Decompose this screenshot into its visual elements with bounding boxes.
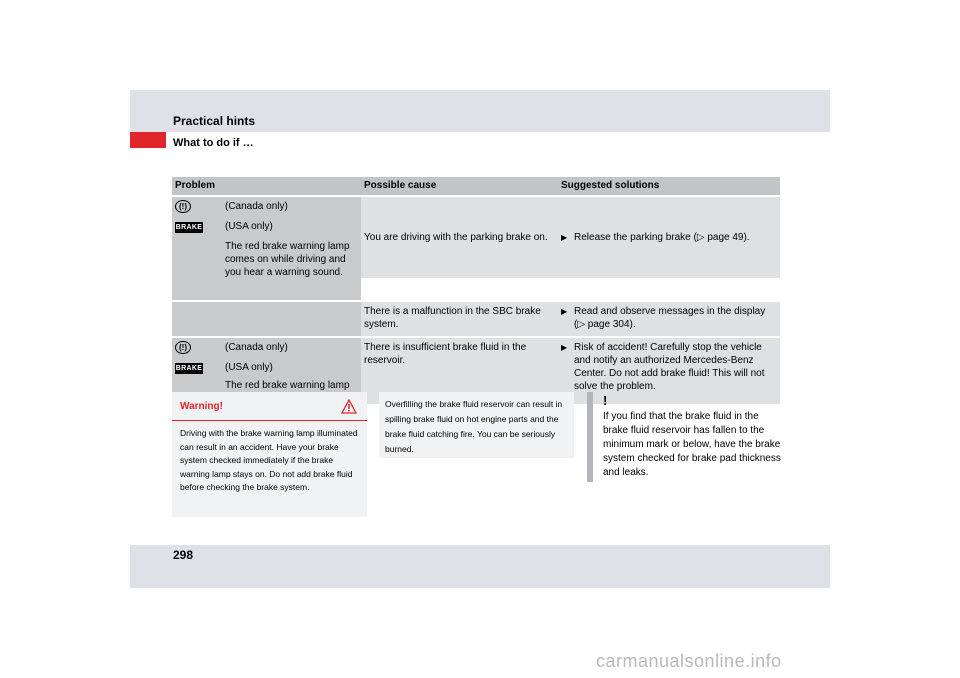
canada-line: [175, 341, 358, 354]
warning-triangle-icon: [341, 399, 357, 414]
cause-cell: There is a malfunction in the SBC brake system.: [361, 302, 558, 336]
column-header-solution: Suggested solutions: [561, 180, 660, 191]
canada-line: [175, 200, 358, 213]
column-header-problem: Problem: [175, 180, 216, 191]
problem-description: The red brake warning lamp: [225, 380, 350, 391]
watermark: carmanualsonline.info: [596, 651, 782, 671]
column-header-cause: Possible cause: [364, 180, 437, 191]
canada-only-label: (Canada only): [225, 342, 288, 353]
cause-cell: You are driving with the parking brake on.: [361, 197, 558, 278]
warning-header: [172, 392, 367, 421]
troubleshooting-table: [172, 177, 780, 404]
usa-only-label: (USA only): [225, 362, 273, 373]
subsection-title: What to do if …: [173, 137, 254, 149]
bullet-arrow-icon: ▶: [561, 233, 568, 242]
canada-only-label: (Canada only): [225, 201, 288, 212]
problem-cell: [172, 197, 361, 300]
section-title: Practical hints: [173, 114, 256, 128]
section-tab-marker: [130, 132, 166, 148]
brake-text-icon: BRAKE: [175, 365, 203, 372]
table-row: [172, 302, 780, 336]
warning-continued-box: Overfilling the brake fluid reservoir can result in spilling brake fluid on hot engine parts and the brake fluid catching fire. You can be seriously burned.: [379, 392, 574, 458]
warning-title: Warning!: [180, 400, 223, 412]
bullet-arrow-icon: ▶: [561, 343, 568, 352]
page-number: 298: [173, 548, 194, 562]
problem-description: The red brake warning lamp comes on while driving and you hear a warning sound.: [225, 241, 350, 278]
solution-cell: ▶ Release the parking brake (▷ page 49).: [558, 197, 780, 278]
bullet-arrow-icon: ▶: [561, 307, 568, 316]
note-sidebar: [587, 392, 593, 482]
note-text: If you find that the brake fluid in the brake fluid reservoir has fallen to the minimum mark or below, have the brake system checked for brake pad thickness and leaks.: [603, 411, 781, 478]
problem-cell-continued: [172, 302, 361, 336]
solution-cell: ▶ Read and observe messages in the display (▷ page 304).: [558, 302, 780, 336]
table-header: [172, 177, 780, 195]
warning-box: [172, 392, 367, 517]
brake-warning-circle-icon: (!): [175, 341, 191, 354]
brake-text-icon: BRAKE: [175, 224, 203, 231]
cause-cell: There is insufficient brake fluid in the reservoir.: [361, 338, 558, 404]
warning-text: Driving with the brake warning lamp illuminated can result in an accident. Have your brake system checked immediately if the brake warning lamp stays on. Do not add brake fluid before checking the brake system.: [180, 428, 358, 492]
note-exclamation-icon: !: [603, 393, 608, 408]
usa-only-label: (USA only): [225, 221, 273, 232]
brake-warning-circle-icon: (!): [175, 200, 191, 213]
footer-band: [130, 545, 830, 588]
usa-line: [175, 220, 358, 233]
solution-cell: ▶ Risk of accident! Carefully stop the vehicle and notify an authorized Mercedes-Benz Center. Do not add brake fluid! This will not solve the problem.: [558, 338, 780, 404]
table-row: [172, 197, 780, 300]
usa-line: [175, 361, 358, 374]
